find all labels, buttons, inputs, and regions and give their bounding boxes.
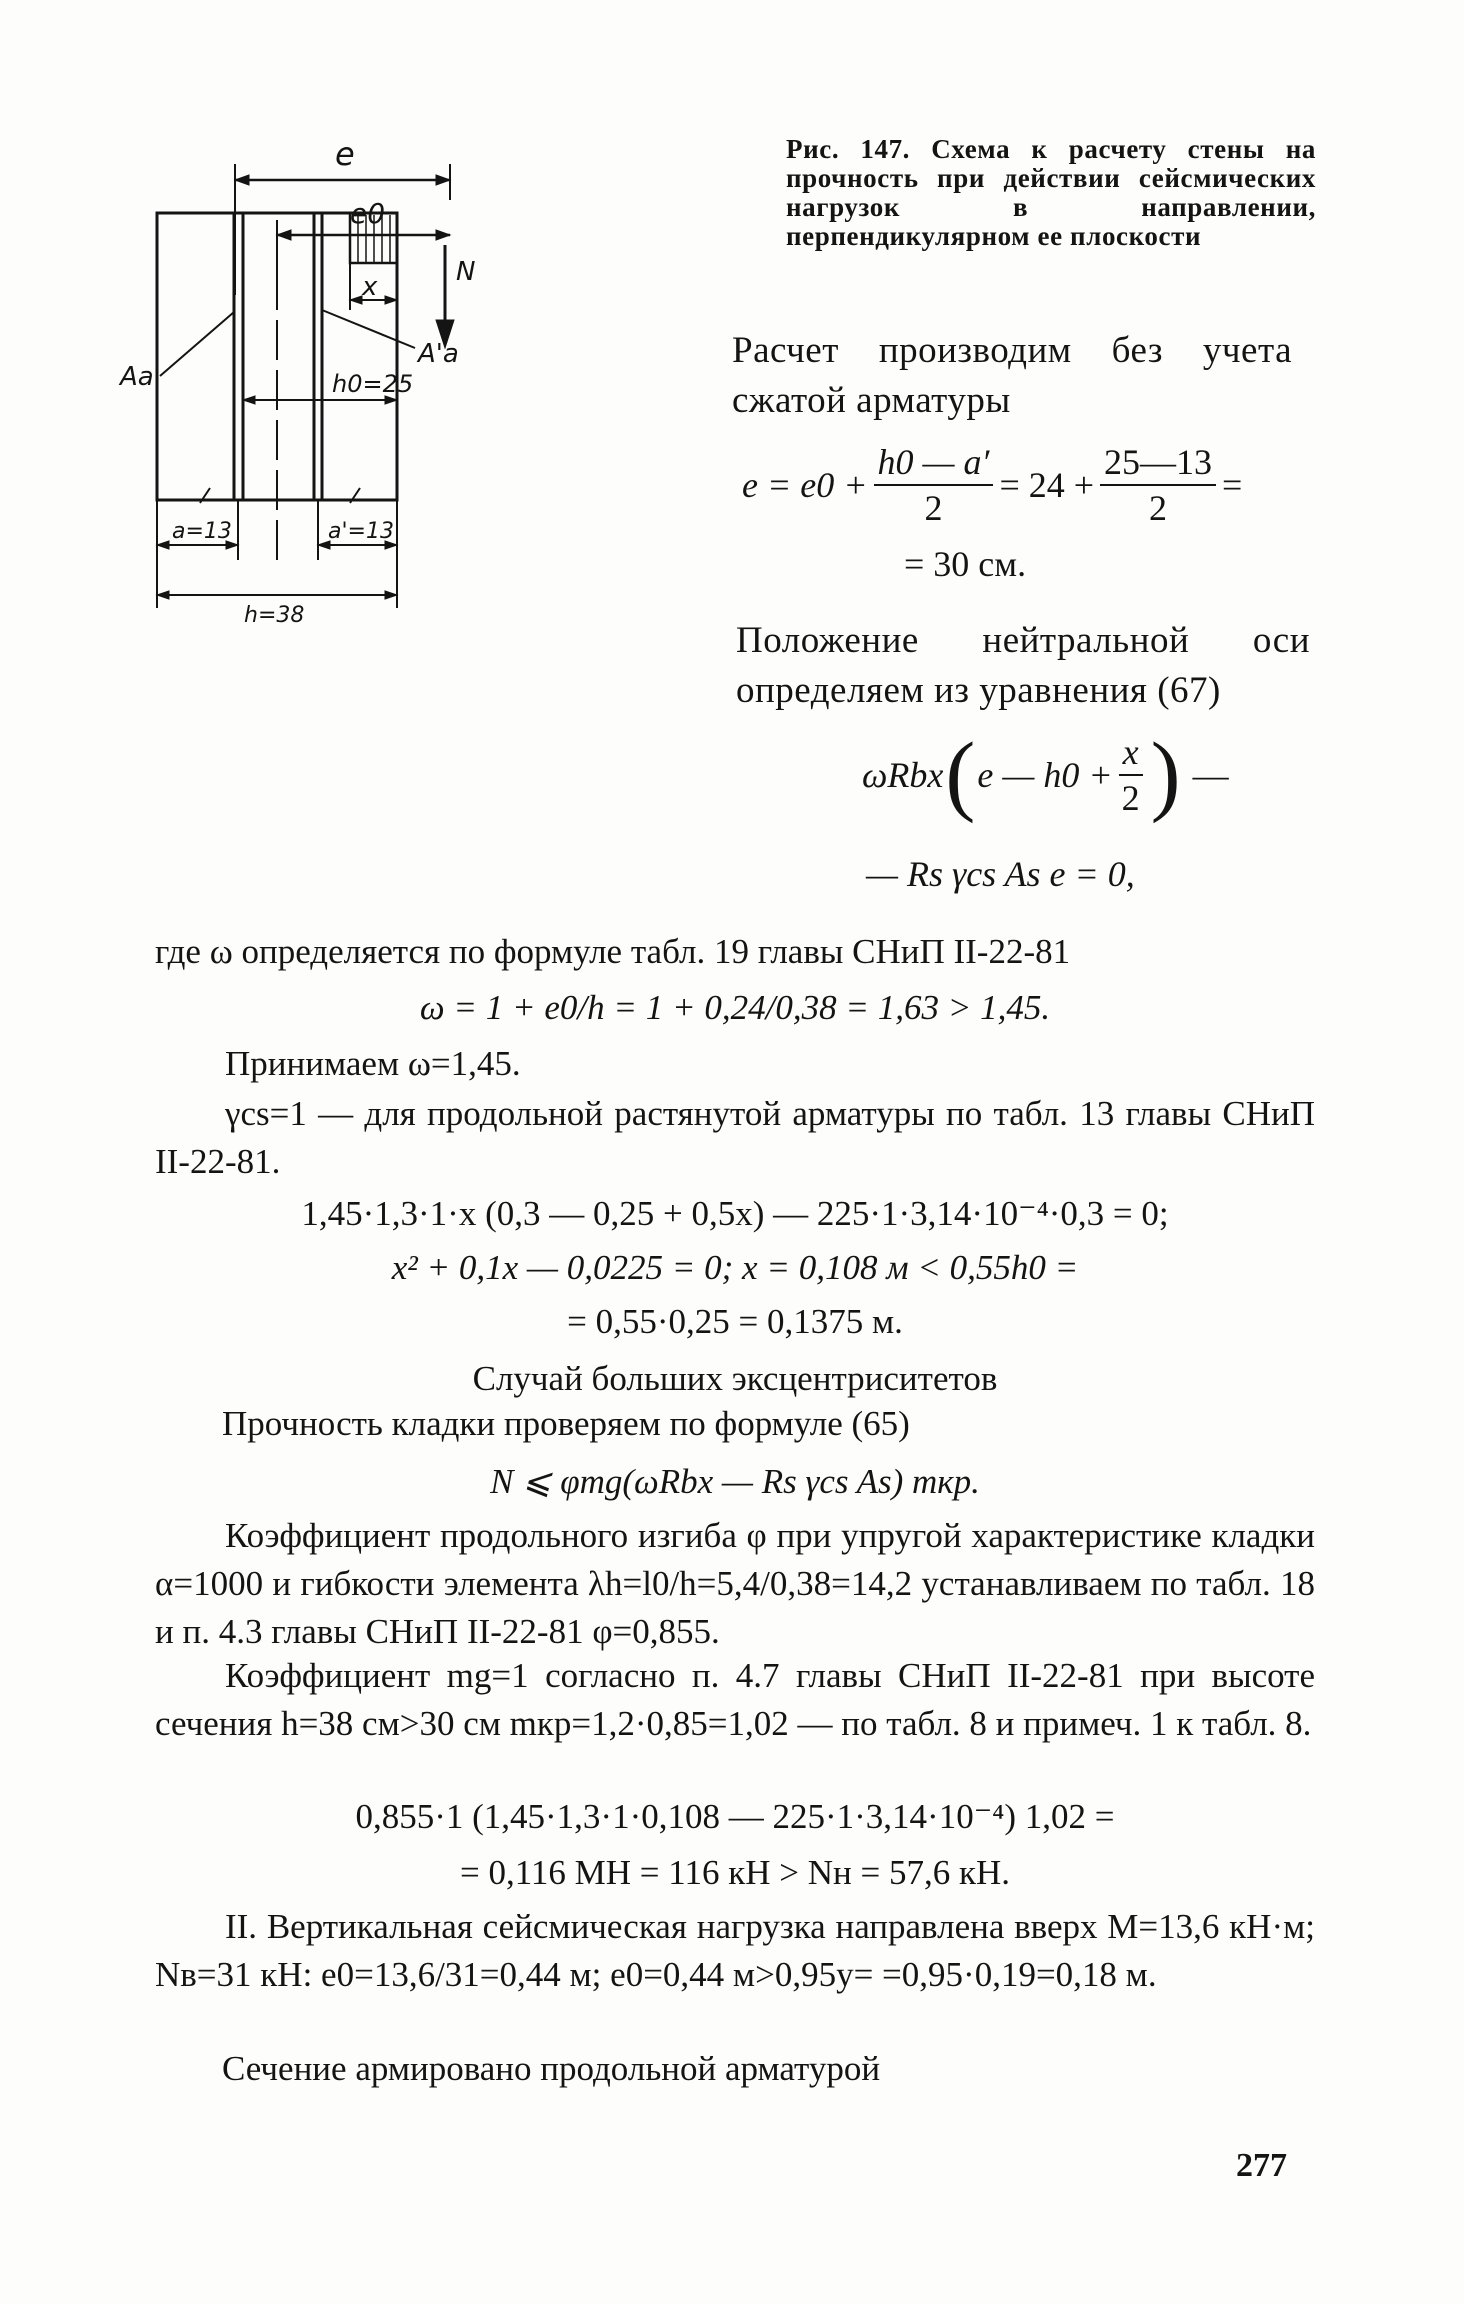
label-h: h=38 (244, 603, 305, 628)
eq-e-frac1-num: h0 — a′ (874, 440, 994, 486)
subheading-large-eccentricity: Случай больших эксцентриситетов (472, 1359, 998, 1398)
text-omega-definition: где ω определяется по формуле табл. 19 главы СНиП II-22-81 (155, 932, 1071, 971)
equation-quadratic-a: 1,45·1,3·1·x (0,3 — 0,25 + 0,5x) — 225·1·3,14·10⁻⁴·0,3 = 0; (301, 1194, 1169, 1233)
equation-check-1: 0,855·1 (1,45·1,3·1·0,108 — 225·1·3,14·10⁻⁴) 1,02 = (355, 1797, 1115, 1836)
text-gamma-cs: γcs=1 — для продольной растянутой арматуры по табл. 13 главы СНиП II-22-81. (155, 1094, 1315, 1181)
label-h0: h0=25 (332, 370, 414, 398)
eq67-frac-den: 2 (1121, 778, 1140, 818)
equation-omega: ω = 1 + e0/h = 1 + 0,24/0,38 = 1,63 > 1,45. (419, 988, 1051, 1027)
equation-quadratic-b: x² + 0,1x — 0,0225 = 0; x = 0,108 м < 0,55h0 = (391, 1248, 1079, 1287)
label-e: e (335, 135, 355, 173)
eq-e-frac2-den: 2 (1149, 488, 1168, 528)
equation-65: N ⩽ φmg(ωRbx — Rs γcs As) mкр. (490, 1462, 980, 1501)
eq-e-frac2-num: 25—13 (1100, 440, 1216, 486)
text-check-strength: Прочность кладки проверяем по формуле (65) (222, 1404, 910, 1443)
paragraph-vertical-seismic: II. Вертикальная сейсмическая нагрузка направлена вверх M=13,6 кН·м; Nв=31 кН: e0=13,6/31=0,44 м; e0=0,44 м>0,95y= =0,95·0,19=0,18 м. (155, 1907, 1315, 1994)
figure-caption: Рис. 147. Схема к расчету стены на прочность при действии сейсмических нагрузок в направлении, перпендикулярном ее плоскости (786, 134, 1316, 251)
figure-diagram (120, 120, 670, 900)
text-accept-omega: Принимаем ω=1,45. (225, 1044, 521, 1083)
text-section-reinforced: Сечение армировано продольной арматурой (222, 2049, 881, 2088)
paragraph-buckling-coefficient: Коэффициент продольного изгиба φ при упругой характеристике кладки α=1000 и гибкости элемента λh=l0/h=5,4/0,38=14,2 устанавливаем по табл. 18 и п. 4.3 главы СНиП II-22-81 φ=0,855. (155, 1516, 1315, 1651)
label-a-prime: a'=13 (328, 519, 394, 544)
eq67-omega-rbx: ωRbx (862, 755, 944, 795)
page-number: 277 (1236, 2147, 1287, 2184)
paragraph-no-compressed-rebar: Расчет производим без учета сжатой арматуры (732, 330, 1292, 421)
equation-quadratic-c: = 0,55·0,25 = 0,1375 м. (567, 1302, 903, 1341)
paragraph-neutral-axis: Положение нейтральной оси определяем из уравнения (67) (736, 620, 1310, 711)
equation-check-2: = 0,116 МН = 116 кН > Nн = 57,6 кН. (459, 1853, 1011, 1892)
eq67-frac-num: x (1119, 730, 1143, 776)
eq67-end: — (1192, 755, 1229, 795)
label-a: a=13 (172, 519, 232, 544)
label-e0: e0 (350, 197, 386, 230)
eq-e-end: = (1222, 465, 1243, 505)
equation-e-result: = 30 см. (904, 544, 1027, 584)
label-x: x (362, 272, 378, 302)
eq-e-frac1-den: 2 (924, 488, 943, 528)
equation-67-line2: — Rs γcs As e = 0, (866, 854, 1135, 894)
eq-e-mid: = 24 + (999, 465, 1095, 505)
label-Aa-prime: A'a (418, 339, 459, 369)
eq-e-lhs: e = e0 + (742, 465, 868, 505)
paragraph-mg-coefficient: Коэффициент mg=1 согласно п. 4.7 главы СНиП II-22-81 при высоте сечения h=38 см>30 см mкр=1,2·0,85=1,02 — по табл. 8 и примеч. 1 к табл. 8. (155, 1656, 1315, 1743)
eq67-inner: e — h0 + (977, 755, 1113, 795)
equation-67-line1: ωRbx ( e — h0 + $\frac{x}{2}$ ) — (862, 725, 1229, 824)
equation-e (742, 440, 1302, 530)
label-N: N (456, 257, 476, 287)
label-Aa: Aa (120, 362, 154, 392)
